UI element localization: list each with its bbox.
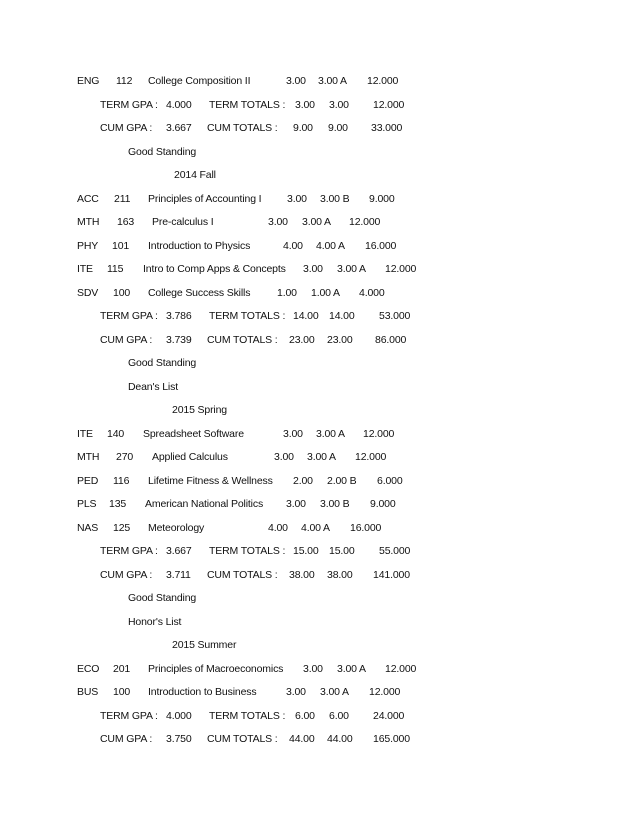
course-credits: 3.00 bbox=[268, 216, 288, 228]
course-title: Meteorology bbox=[148, 522, 205, 534]
term-totals-label: TERM TOTALS : bbox=[209, 310, 286, 322]
course-subject: ITE bbox=[77, 263, 93, 275]
cum-attempted: 23.00 bbox=[289, 334, 315, 346]
term-quality-points: 55.000 bbox=[379, 545, 411, 557]
term-summary-row bbox=[0, 308, 638, 324]
course-credits: 3.00 bbox=[283, 428, 303, 440]
cum-attempted: 38.00 bbox=[289, 569, 315, 581]
cum-gpa-value: 3.667 bbox=[166, 122, 192, 134]
course-row bbox=[0, 285, 638, 301]
course-grade: 3.00 A bbox=[307, 451, 336, 463]
term-totals-label: TERM TOTALS : bbox=[209, 99, 286, 111]
course-row bbox=[0, 261, 638, 277]
cum-quality-points: 86.000 bbox=[375, 334, 407, 346]
term-gpa-label: TERM GPA : bbox=[100, 710, 158, 722]
course-grade: 3.00 A bbox=[337, 663, 366, 675]
honor-list: Dean's List bbox=[128, 381, 178, 393]
course-credits: 3.00 bbox=[287, 193, 307, 205]
course-number: 270 bbox=[116, 451, 134, 463]
term-heading-row bbox=[0, 167, 638, 183]
course-number: 140 bbox=[107, 428, 125, 440]
cum-earned: 23.00 bbox=[327, 334, 353, 346]
course-number: 115 bbox=[107, 263, 124, 275]
cum-earned: 44.00 bbox=[327, 733, 353, 745]
course-credits: 2.00 bbox=[293, 475, 313, 487]
cum-summary-row bbox=[0, 567, 638, 583]
course-grade: 3.00 A bbox=[316, 428, 345, 440]
course-quality-points: 16.000 bbox=[365, 240, 397, 252]
course-row bbox=[0, 214, 638, 230]
course-subject: NAS bbox=[77, 522, 99, 534]
term-summary-row bbox=[0, 543, 638, 559]
term-quality-points: 24.000 bbox=[373, 710, 405, 722]
course-credits: 3.00 bbox=[274, 451, 294, 463]
academic-standing-row bbox=[0, 590, 638, 606]
course-title: Lifetime Fitness & Wellness bbox=[148, 475, 273, 487]
course-grade: 3.00 A bbox=[318, 75, 347, 87]
course-row bbox=[0, 191, 638, 207]
term-earned: 14.00 bbox=[329, 310, 355, 322]
cum-totals-label: CUM TOTALS : bbox=[207, 122, 278, 134]
course-grade: 4.00 A bbox=[316, 240, 345, 252]
term-gpa-label: TERM GPA : bbox=[100, 545, 158, 557]
course-credits: 4.00 bbox=[283, 240, 303, 252]
course-quality-points: 9.000 bbox=[369, 193, 395, 205]
term-attempted: 6.00 bbox=[295, 710, 315, 722]
course-title: College Composition II bbox=[148, 75, 251, 87]
honor-list: Honor's List bbox=[128, 616, 182, 628]
course-credits: 3.00 bbox=[303, 663, 323, 675]
term-summary-row bbox=[0, 97, 638, 113]
term-attempted: 15.00 bbox=[293, 545, 319, 557]
course-grade: 3.00 B bbox=[320, 498, 350, 510]
honor-row bbox=[0, 379, 638, 395]
course-quality-points: 12.000 bbox=[355, 451, 387, 463]
course-subject: ENG bbox=[77, 75, 100, 87]
cum-attempted: 44.00 bbox=[289, 733, 315, 745]
course-grade: 4.00 A bbox=[301, 522, 330, 534]
course-grade: 2.00 B bbox=[327, 475, 357, 487]
cum-gpa-value: 3.711 bbox=[166, 569, 191, 581]
cum-gpa-value: 3.750 bbox=[166, 733, 192, 745]
course-number: 211 bbox=[114, 193, 131, 205]
course-subject: MTH bbox=[77, 216, 100, 228]
course-number: 100 bbox=[113, 686, 131, 698]
course-subject: ECO bbox=[77, 663, 100, 675]
term-heading: 2014 Fall bbox=[174, 169, 216, 181]
course-title: Spreadsheet Software bbox=[143, 428, 244, 440]
course-subject: BUS bbox=[77, 686, 99, 698]
course-number: 135 bbox=[109, 498, 127, 510]
cum-gpa-label: CUM GPA : bbox=[100, 334, 153, 346]
term-totals-label: TERM TOTALS : bbox=[209, 710, 286, 722]
course-grade: 3.00 A bbox=[337, 263, 366, 275]
course-quality-points: 12.000 bbox=[363, 428, 395, 440]
term-totals-label: TERM TOTALS : bbox=[209, 545, 286, 557]
course-row bbox=[0, 520, 638, 536]
cum-summary-row bbox=[0, 332, 638, 348]
term-attempted: 3.00 bbox=[295, 99, 315, 111]
course-title: American National Politics bbox=[145, 498, 264, 510]
course-subject: SDV bbox=[77, 287, 99, 299]
academic-standing: Good Standing bbox=[128, 592, 197, 604]
cum-gpa-label: CUM GPA : bbox=[100, 569, 153, 581]
course-quality-points: 9.000 bbox=[370, 498, 396, 510]
course-title: Principles of Macroeconomics bbox=[148, 663, 284, 675]
course-title: Pre-calculus I bbox=[152, 216, 214, 228]
course-number: 201 bbox=[113, 663, 131, 675]
term-gpa-value: 4.000 bbox=[166, 99, 192, 111]
course-quality-points: 12.000 bbox=[369, 686, 401, 698]
course-number: 100 bbox=[113, 287, 131, 299]
course-grade: 3.00 B bbox=[320, 193, 350, 205]
course-grade: 1.00 A bbox=[311, 287, 340, 299]
course-credits: 3.00 bbox=[303, 263, 323, 275]
course-title: College Success Skills bbox=[148, 287, 251, 299]
course-number: 112 bbox=[116, 75, 133, 87]
term-gpa-label: TERM GPA : bbox=[100, 310, 158, 322]
term-earned: 15.00 bbox=[329, 545, 355, 557]
course-title: Intro to Comp Apps & Concepts bbox=[143, 263, 286, 275]
course-number: 101 bbox=[112, 240, 130, 252]
term-summary-row bbox=[0, 708, 638, 724]
cum-quality-points: 33.000 bbox=[371, 122, 403, 134]
course-quality-points: 12.000 bbox=[367, 75, 399, 87]
course-row bbox=[0, 238, 638, 254]
cum-earned: 9.00 bbox=[328, 122, 348, 134]
course-title: Introduction to Business bbox=[148, 686, 257, 698]
term-quality-points: 53.000 bbox=[379, 310, 411, 322]
course-quality-points: 4.000 bbox=[359, 287, 385, 299]
course-subject: PED bbox=[77, 475, 99, 487]
course-subject: PHY bbox=[77, 240, 99, 252]
cum-quality-points: 165.000 bbox=[373, 733, 410, 745]
term-gpa-label: TERM GPA : bbox=[100, 99, 158, 111]
course-credits: 1.00 bbox=[277, 287, 297, 299]
academic-standing-row bbox=[0, 144, 638, 160]
term-attempted: 14.00 bbox=[293, 310, 319, 322]
course-quality-points: 6.000 bbox=[377, 475, 403, 487]
cum-summary-row bbox=[0, 120, 638, 136]
term-heading-row bbox=[0, 402, 638, 418]
course-quality-points: 12.000 bbox=[349, 216, 381, 228]
course-number: 163 bbox=[117, 216, 135, 228]
course-row bbox=[0, 473, 638, 489]
cum-summary-row bbox=[0, 731, 638, 747]
course-row bbox=[0, 73, 638, 89]
course-row bbox=[0, 449, 638, 465]
course-grade: 3.00 A bbox=[302, 216, 331, 228]
course-credits: 3.00 bbox=[286, 686, 306, 698]
course-subject: ACC bbox=[77, 193, 99, 205]
cum-gpa-value: 3.739 bbox=[166, 334, 192, 346]
course-quality-points: 16.000 bbox=[350, 522, 382, 534]
term-heading-row bbox=[0, 637, 638, 653]
term-gpa-value: 4.000 bbox=[166, 710, 192, 722]
cum-earned: 38.00 bbox=[327, 569, 353, 581]
course-row bbox=[0, 661, 638, 677]
term-heading: 2015 Spring bbox=[172, 404, 227, 416]
cum-totals-label: CUM TOTALS : bbox=[207, 733, 278, 745]
course-credits: 4.00 bbox=[268, 522, 288, 534]
course-row bbox=[0, 684, 638, 700]
term-earned: 3.00 bbox=[329, 99, 349, 111]
cum-quality-points: 141.000 bbox=[373, 569, 410, 581]
academic-standing: Good Standing bbox=[128, 357, 197, 369]
term-heading: 2015 Summer bbox=[172, 639, 237, 651]
course-credits: 3.00 bbox=[286, 75, 306, 87]
term-gpa-value: 3.786 bbox=[166, 310, 192, 322]
course-title: Principles of Accounting I bbox=[148, 193, 262, 205]
academic-standing-row bbox=[0, 355, 638, 371]
cum-totals-label: CUM TOTALS : bbox=[207, 569, 278, 581]
course-title: Introduction to Physics bbox=[148, 240, 251, 252]
course-number: 116 bbox=[113, 475, 130, 487]
course-subject: MTH bbox=[77, 451, 100, 463]
term-quality-points: 12.000 bbox=[373, 99, 405, 111]
cum-gpa-label: CUM GPA : bbox=[100, 733, 153, 745]
term-gpa-value: 3.667 bbox=[166, 545, 192, 557]
cum-attempted: 9.00 bbox=[293, 122, 313, 134]
course-number: 125 bbox=[113, 522, 131, 534]
course-title: Applied Calculus bbox=[152, 451, 228, 463]
honor-row bbox=[0, 614, 638, 630]
cum-totals-label: CUM TOTALS : bbox=[207, 334, 278, 346]
course-quality-points: 12.000 bbox=[385, 263, 417, 275]
course-row bbox=[0, 426, 638, 442]
course-subject: PLS bbox=[77, 498, 97, 510]
term-earned: 6.00 bbox=[329, 710, 349, 722]
course-grade: 3.00 A bbox=[320, 686, 349, 698]
cum-gpa-label: CUM GPA : bbox=[100, 122, 153, 134]
course-credits: 3.00 bbox=[286, 498, 306, 510]
course-quality-points: 12.000 bbox=[385, 663, 417, 675]
academic-standing: Good Standing bbox=[128, 146, 197, 158]
course-subject: ITE bbox=[77, 428, 93, 440]
course-row bbox=[0, 496, 638, 512]
